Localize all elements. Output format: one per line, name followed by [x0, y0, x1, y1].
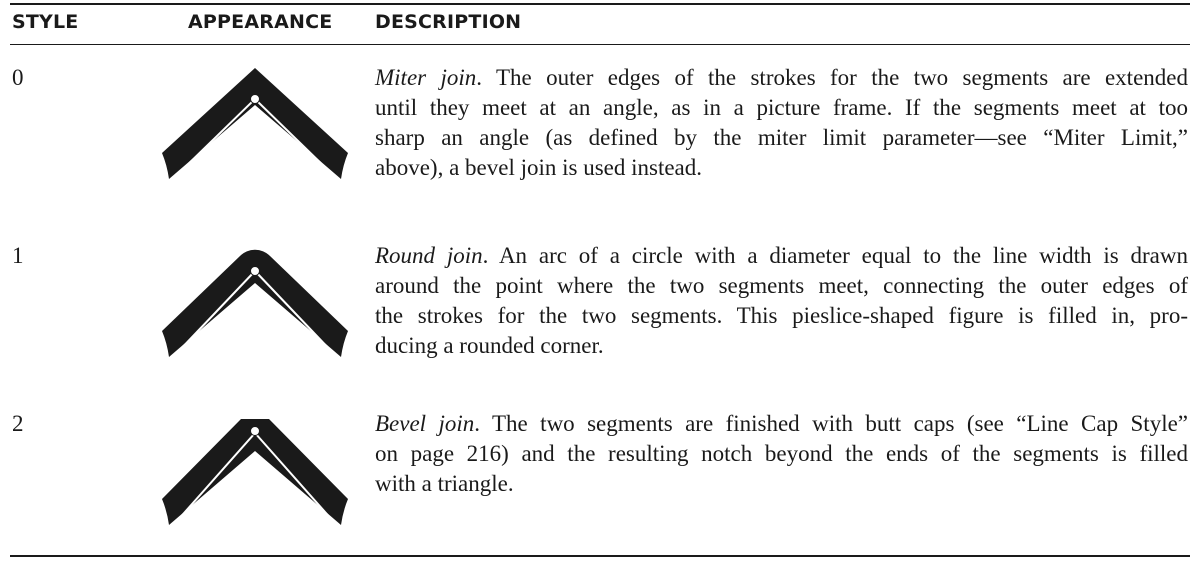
term-label: Bevel join	[375, 411, 475, 436]
term-label: Miter join	[375, 65, 477, 90]
style-number: 0	[12, 65, 24, 90]
header-appearance: APPEARANCE	[188, 11, 333, 33]
header-description: DESCRIPTION	[375, 11, 522, 33]
table-bottom-rule	[10, 555, 1190, 557]
table-top-rule	[10, 3, 1190, 5]
style-number: 2	[12, 411, 24, 436]
style-number: 1	[12, 243, 24, 268]
round-join-icon	[155, 243, 355, 373]
term-label: Round join	[375, 243, 483, 268]
description-text: Miter join. The outer edges of the strokes for the two segments are extended until they meet at an angle, as in a picture frame. If the segments meet at too sharp an angle (as defined by the miter limit parameter—see “Miter Limit,” above), a bevel join is used instead.	[375, 65, 1188, 180]
miter-join-icon	[155, 65, 355, 195]
header-style: STYLE	[12, 11, 79, 33]
bevel-join-icon	[155, 411, 355, 541]
table-header-rule	[10, 44, 1190, 45]
description-text: Round join. An arc of a circle with a diameter equal to the line width is drawn around the point where the two segments meet, connecting the outer edges of the strokes for the two segments. This pieslice-shaped figure is filled in, pro- ducing a rounded corner.	[375, 243, 1188, 358]
description-text: Bevel join. The two segments are finished with butt caps (see “Line Cap Style” on page 216) and the resulting notch beyond the ends of the segments is filled with a triangle.	[375, 411, 1188, 496]
